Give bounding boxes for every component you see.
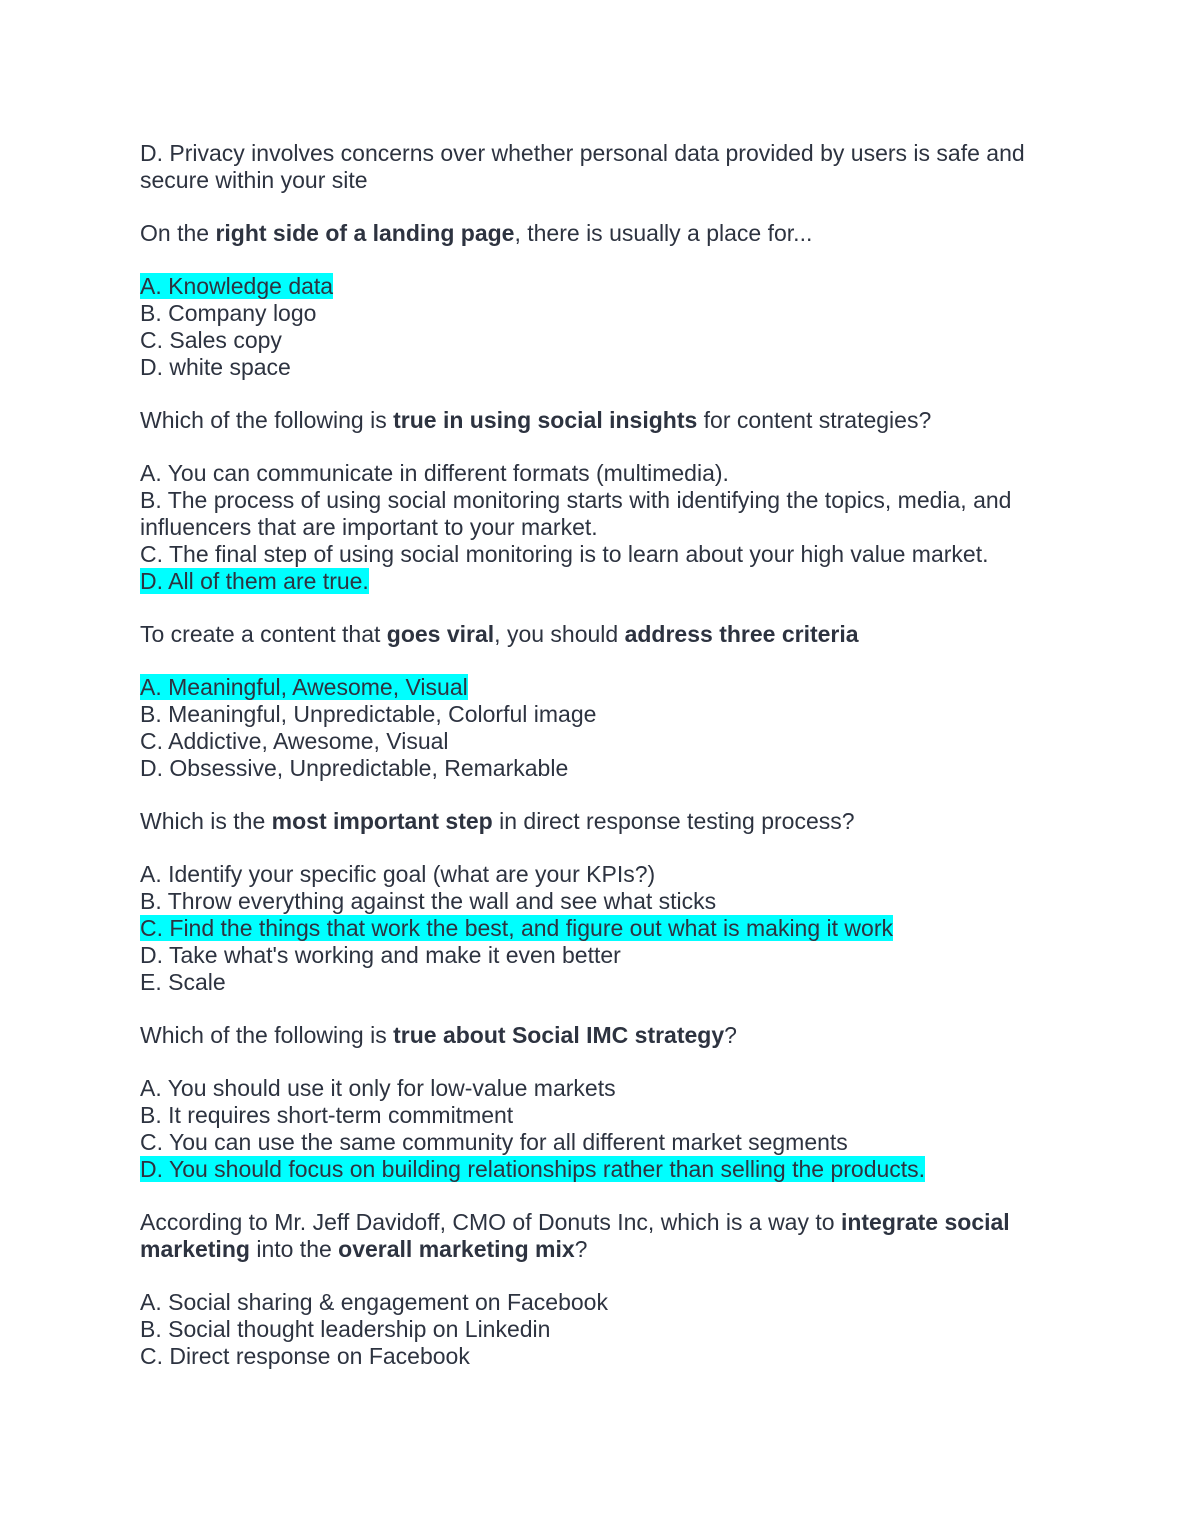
question-text: Which is the bbox=[140, 808, 272, 834]
question-text: , there is usually a place for... bbox=[514, 220, 813, 246]
option-q6-b: B. Social thought leadership on Linkedin bbox=[140, 1316, 551, 1342]
option-q1-d: D. white space bbox=[140, 354, 291, 380]
option-q3-c: C. Addictive, Awesome, Visual bbox=[140, 728, 449, 754]
question-5 bbox=[140, 1022, 1060, 1049]
option-q3-d: D. Obsessive, Unpredictable, Remarkable bbox=[140, 755, 569, 781]
option-q4-c bbox=[140, 915, 1060, 942]
option-q6-a: A. Social sharing & engagement on Facebook bbox=[140, 1289, 608, 1315]
question-emphasis: true in using social insights bbox=[393, 407, 698, 433]
question-text: , you should bbox=[494, 621, 625, 647]
question-6 bbox=[140, 1209, 1040, 1263]
question-2 bbox=[140, 407, 1060, 434]
option-q2-a: A. You can communicate in different formats (multimedia). bbox=[140, 460, 729, 486]
question-emphasis: integrate social marketing bbox=[140, 1209, 1010, 1262]
question-emphasis: goes viral bbox=[386, 621, 495, 647]
highlighted-answer: A. Meaningful, Awesome, Visual bbox=[140, 674, 468, 700]
highlighted-answer: D. All of them are true. bbox=[140, 568, 369, 594]
option-q5-a: A. You should use it only for low-value markets bbox=[140, 1075, 616, 1101]
option-q2-b: B. The process of using social monitoring starts with identifying the topics, media, and influencers that are important to your market. bbox=[140, 487, 1012, 540]
question-emphasis: true about Social IMC strategy bbox=[393, 1022, 725, 1048]
question-emphasis: most important step bbox=[271, 808, 493, 834]
highlighted-answer: A. Knowledge data bbox=[140, 273, 334, 299]
highlighted-answer: D. You should focus on building relationships rather than selling the products. bbox=[140, 1156, 926, 1182]
question-text: Which of the following is bbox=[140, 407, 394, 433]
document-page bbox=[140, 140, 1060, 1370]
question-text: To create a content that bbox=[140, 621, 387, 647]
option-q1-c: C. Sales copy bbox=[140, 327, 282, 353]
question-emphasis: address three criteria bbox=[624, 621, 859, 647]
option-q5-d bbox=[140, 1156, 1060, 1183]
option-q3-b: B. Meaningful, Unpredictable, Colorful image bbox=[140, 701, 597, 727]
question-emphasis: overall marketing mix bbox=[338, 1236, 575, 1262]
question-text: According to Mr. Jeff Davidoff, CMO of Donuts Inc, which is a way to bbox=[140, 1209, 841, 1235]
option-q1-b: B. Company logo bbox=[140, 300, 317, 326]
option-q4-e: E. Scale bbox=[140, 969, 226, 995]
option-q2-c: C. The final step of using social monitoring is to learn about your high value market. bbox=[140, 541, 989, 567]
question-text: for content strategies? bbox=[697, 407, 932, 433]
option-q5-c: C. You can use the same community for all different market segments bbox=[140, 1129, 848, 1155]
option-q4-b: B. Throw everything against the wall and see what sticks bbox=[140, 888, 717, 914]
highlighted-answer: C. Find the things that work the best, and figure out what is making it work bbox=[140, 915, 893, 941]
question-4 bbox=[140, 808, 1060, 835]
option-q6-c: C. Direct response on Facebook bbox=[140, 1343, 470, 1369]
intro-option: D. Privacy involves concerns over whether personal data provided by users is safe and secure within your site bbox=[140, 140, 1025, 193]
option-q4-d: D. Take what's working and make it even better bbox=[140, 942, 621, 968]
question-emphasis: right side of a landing page bbox=[215, 220, 515, 246]
question-text: in direct response testing process? bbox=[492, 808, 855, 834]
question-1 bbox=[140, 220, 1060, 247]
option-q4-a: A. Identify your specific goal (what are your KPIs?) bbox=[140, 861, 656, 887]
option-q1-a bbox=[140, 273, 1060, 300]
question-3 bbox=[140, 621, 1060, 648]
option-q5-b: B. It requires short-term commitment bbox=[140, 1102, 514, 1128]
option-q2-d bbox=[140, 568, 1060, 595]
question-text: On the bbox=[140, 220, 216, 246]
question-text: ? bbox=[574, 1236, 588, 1262]
question-text: into the bbox=[249, 1236, 339, 1262]
question-text: Which of the following is bbox=[140, 1022, 394, 1048]
option-q3-a bbox=[140, 674, 1060, 701]
question-text: ? bbox=[724, 1022, 737, 1048]
